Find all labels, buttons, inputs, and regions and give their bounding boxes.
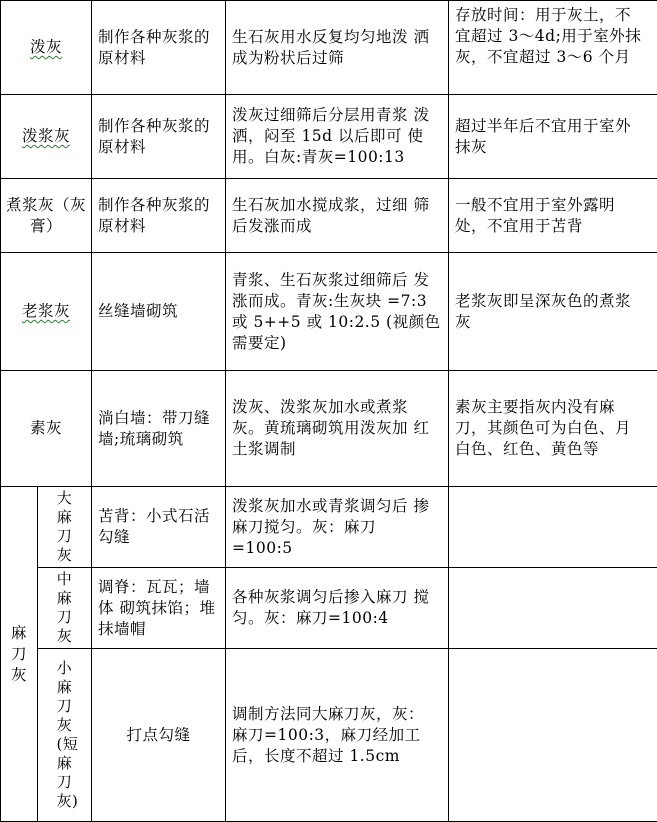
material-cell: 打点勾缝	[92, 649, 226, 822]
note-cell: 一般不宜用于室外露明 处，不宜用于苫背	[449, 179, 657, 253]
row-name-cell: 泼浆灰	[1, 95, 92, 179]
row-name-cell: 素灰	[1, 371, 92, 487]
material-cell: 制作各种灰浆的原材料	[92, 179, 226, 253]
material-cell: 丝缝墙砌筑	[92, 253, 226, 371]
table-row	[1, 649, 657, 822]
method-cell: 生石灰加水搅成浆，过细 筛后发涨而成	[226, 179, 449, 253]
row-name-cell: 老浆灰	[1, 253, 92, 371]
table-row	[1, 1, 657, 95]
material-cell: 苫背：小式石活勾缝	[92, 487, 226, 568]
material-cell: 淌白墙：带刀缝 墙;琉璃砌筑	[92, 371, 226, 487]
method-cell: 泼浆灰加水或青浆调匀后 掺麻刀搅匀。灰：麻刀 =100:5	[226, 487, 449, 568]
method-cell: 生石灰用水反复均匀地泼 洒成为粉状后过筛	[226, 1, 449, 95]
note-cell: 老浆灰即呈深灰色的煮浆 灰	[449, 253, 657, 371]
row-name-cell: 泼灰	[1, 1, 92, 95]
table-row	[1, 371, 657, 487]
method-cell: 泼灰、泼浆灰加水或煮浆 灰。黄琉璃砌筑用泼灰加 红土浆调制	[226, 371, 449, 487]
table-row	[1, 568, 657, 649]
note-cell	[449, 487, 657, 568]
material-cell: 制作各种灰浆的原材料	[92, 95, 226, 179]
note-cell: 存放时间：用于灰土，不 宜超过 3～4d;用于室外抹 灰，不宜超过 3～6 个月	[449, 1, 657, 95]
table-row	[1, 179, 657, 253]
subrow-name-cell: 小麻刀灰(短麻刀灰)	[38, 649, 92, 822]
row-name-cell: 煮浆灰（灰膏）	[1, 179, 92, 253]
table-row	[1, 487, 657, 568]
table-row	[1, 95, 657, 179]
method-cell: 调制方法同大麻刀灰，灰： 麻刀=100:3，麻刀经加工 后，长度不超过 1.5cm	[226, 649, 449, 822]
material-cell: 制作各种灰浆的原材料	[92, 1, 226, 95]
group-name-cell: 麻刀灰	[1, 487, 38, 822]
method-cell: 青浆、生石灰浆过细筛后 发涨而成。青灰:生灰块 =7:3 或 5++5 或 10:2.5 (视颜色需要定)	[226, 253, 449, 371]
method-cell: 泼灰过细筛后分层用青浆 泼洒，闷至 15d 以后即可 使用。白灰:青灰=100:13	[226, 95, 449, 179]
note-cell: 超过半年后不宜用于室外 抹灰	[449, 95, 657, 179]
table-row	[1, 253, 657, 371]
note-cell	[449, 649, 657, 822]
note-cell: 素灰主要指灰内没有麻 刀，其颜色可为白色、月 白色、红色、黄色等	[449, 371, 657, 487]
subrow-name-cell: 大麻刀灰	[38, 487, 92, 568]
note-cell	[449, 568, 657, 649]
material-cell: 调脊：瓦瓦；墙体 砌筑抹馅；堆抹墙帽	[92, 568, 226, 649]
subrow-name-cell: 中麻刀灰	[38, 568, 92, 649]
method-cell: 各种灰浆调匀后掺入麻刀 搅匀。灰：麻刀=100:4	[226, 568, 449, 649]
